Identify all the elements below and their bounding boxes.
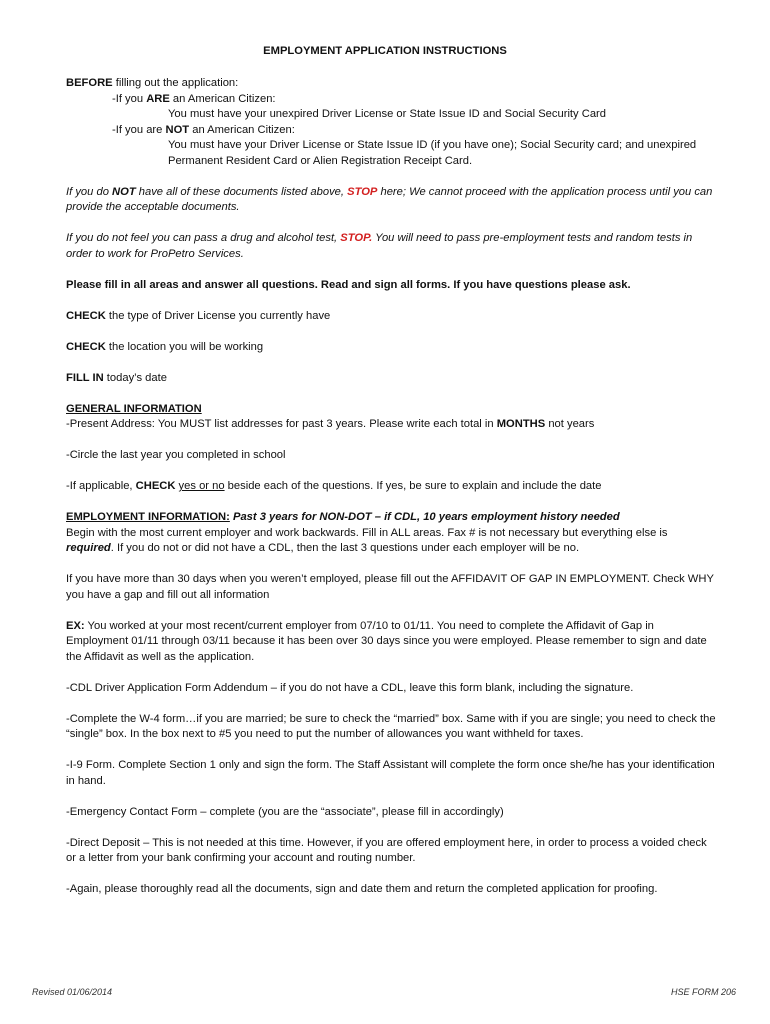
check-location: CHECK the location you will be working [66,340,264,353]
before-heading: BEFORE filling out the application: [66,77,239,89]
item-w4: -Complete the W-4 form…if you are married; be sure to check the “married” box. Same with if you are single; you need to check the “single” box. In the box next to #5 you need to put the number of allowances you want withheld for taxes. [66,712,716,740]
item-cdl-addendum: -CDL Driver Application Form Addendum – if you do not have a CDL, leave this form blank, including the signature. [66,681,634,694]
item-direct-deposit: -Direct Deposit – This is not needed at this time. However, if you are offered employment here, in order to process a voided check or a letter from your bank confirming your account and routing number. [66,836,707,864]
general-heading: GENERAL INFORMATION [66,402,202,415]
document-body [66,76,716,898]
footer-revised: Revised 01/06/2014 [32,987,113,997]
item-emergency-contact: -Emergency Contact Form – complete (you are the “associate”, please fill in accordingly) [66,805,504,818]
employment-body: Begin with the most current employer and work backwards. Fill in ALL areas. Fax # is not necessary but everything else is required. If you do not or did not have a CDL, then the last 3 questions under each employer will be no. [66,526,668,554]
fill-all-instruction: Please fill in all areas and answer all questions. Read and sign all forms. If you have questions please ask. [66,278,631,291]
footer-form-number: HSE FORM 206 [670,987,736,997]
check-yes-no: -If applicable, CHECK yes or no beside each of the questions. If yes, be sure to explain and include the date [66,480,602,492]
example: EX: You worked at your most recent/current employer from 07/10 to 01/11. You need to complete the Affidavit of Gap in Employment 01/11 through 03/11 because it has been over 30 days since you were employed. Please remember to sign and date the Affidavit as well as the application. [66,619,707,663]
page-title: EMPLOYMENT APPLICATION INSTRUCTIONS [263,45,507,57]
circle-school-year: -Circle the last year you completed in school [66,449,286,461]
present-address: -Present Address: You MUST list addresses for past 3 years. Please write each total in MONTHS not years [66,418,595,430]
employment-heading: EMPLOYMENT INFORMATION: Past 3 years for NON-DOT – if CDL, 10 years employment history needed [66,511,620,523]
noncitizen-line: -If you are NOT an American Citizen: [112,123,295,136]
gap-affidavit: If you have more than 30 days when you weren’t employed, please fill out the AFFIDAVIT OF GAP IN EMPLOYMENT. Check WHY you have a gap and fill out all information [66,573,714,601]
citizen-line: -If you ARE an American Citizen: [112,92,276,105]
fill-in-date: FILL IN today’s date [66,371,167,384]
stop-documents: If you do NOT have all of these documents listed above, STOP here; We cannot proceed with the application process until you can provide the acceptable documents. [66,185,713,213]
item-again: -Again, please thoroughly read all the documents, sign and date them and return the completed application for proofing. [66,883,658,895]
item-i9: -I-9 Form. Complete Section 1 only and sign the form. The Staff Assistant will complete the form once she/he has your identification in hand. [66,759,715,787]
check-license: CHECK the type of Driver License you currently have [66,309,331,322]
stop-drug-test: If you do not feel you can pass a drug and alcohol test, STOP. You will need to pass pre-employment tests and random tests in order to work for ProPetro Services. [66,232,693,260]
noncitizen-requirement: You must have your Driver License or State Issue ID (if you have one); Social Security card; and unexpired Permanent Resident Card or Alien Registration Receipt Card. [168,139,697,167]
citizen-requirement: You must have your unexpired Driver License or State Issue ID and Social Security Card [168,108,606,120]
